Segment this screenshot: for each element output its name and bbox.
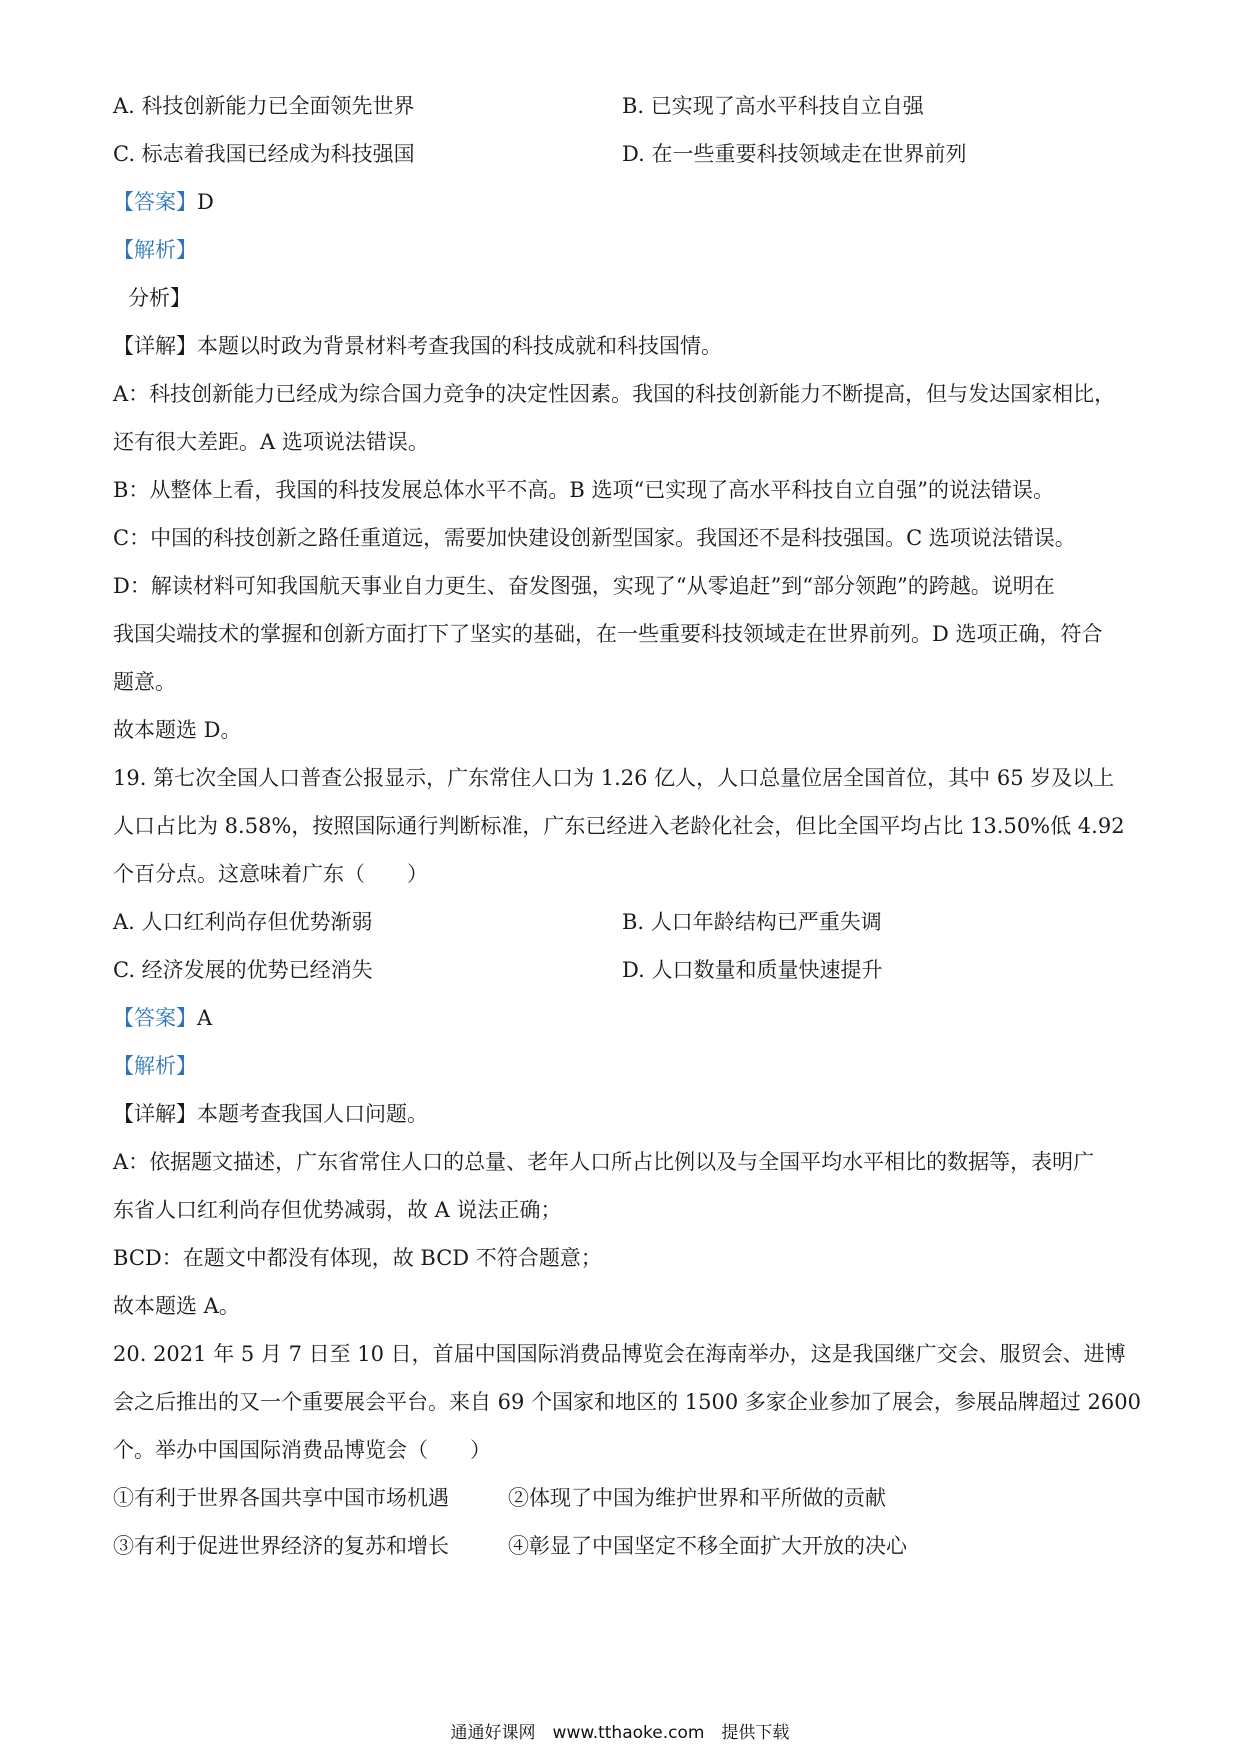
q20-item-1: ①有利于世界各国共享中国市场机遇 (113, 1486, 449, 1510)
q18-option-a: A. 科技创新能力已全面领先世界 (113, 94, 415, 118)
q19-conclusion: 故本题选 A。 (113, 1294, 240, 1318)
q19-option-c: C. 经济发展的优势已经消失 (113, 958, 373, 982)
q18-detail (113, 332, 722, 360)
detail-label: 【详解】 (113, 1102, 197, 1126)
q18-a-line2: 还有很大差距。A 选项说法错误。 (113, 430, 429, 454)
q20-item-4: ④彰显了中国坚定不移全面扩大开放的决心 (508, 1534, 907, 1558)
q18-analysis-sub: 分析】 (128, 286, 191, 310)
q19-option-d: D. 人口数量和质量快速提升 (622, 958, 883, 982)
q20-stem-line1: 20. 2021 年 5 月 7 日至 10 日，首届中国国际消费品博览会在海南举办，这是我国继广交会、服贸会、进博 (113, 1342, 1126, 1366)
q20-item-2: ②体现了中国为维护世界和平所做的贡献 (508, 1486, 886, 1510)
q18-a-line1: A：科技创新能力已经成为综合国力竞争的决定性因素。我国的科技创新能力不断提高，但与发达国家相比， (113, 382, 1116, 406)
q19-a-line2: 东省人口红利尚存但优势减弱，故 A 说法正确； (113, 1198, 562, 1222)
q19-a-line1: A：依据题文描述，广东省常住人口的总量、老年人口所占比例以及与全国平均水平相比的数据等，表明广 (113, 1150, 1095, 1174)
q18-d-line3: 题意。 (113, 670, 176, 694)
detail-label: 【详解】 (113, 334, 197, 358)
q20-stem-line3: 个。举办中国国际消费品博览会（ ） (113, 1438, 491, 1462)
q18-d-line1: D：解读材料可知我国航天事业自力更生、奋发图强，实现了“从零追赶”到“部分领跑”的跨越。说明在 (113, 574, 1055, 598)
q19-answer (113, 1004, 212, 1032)
q18-b-line1: B：从整体上看，我国的科技发展总体水平不高。B 选项“已实现了高水平科技自立自强”的说法错误。 (113, 478, 1055, 502)
answer-label: 【答案】 (113, 1006, 197, 1030)
q19-detail (113, 1100, 428, 1128)
q20-stem-line2: 会之后推出的又一个重要展会平台。来自 69 个国家和地区的 1500 多家企业参加了展会，参展品牌超过 2600 (113, 1390, 1141, 1414)
q19-stem-line3: 个百分点。这意味着广东（ ） (113, 862, 428, 886)
page-footer: 通通好课网 www.tthaoke.com 提供下载 (450, 1723, 790, 1743)
q19-analysis-label: 【解析】 (113, 1054, 197, 1078)
q18-option-d: D. 在一些重要科技领域走在世界前列 (622, 142, 967, 166)
q18-option-b: B. 已实现了高水平科技自立自强 (622, 94, 924, 118)
answer-value: D (197, 190, 214, 214)
q18-analysis-label: 【解析】 (113, 238, 197, 262)
answer-value: A (197, 1006, 213, 1030)
q18-answer (113, 188, 214, 216)
q19-stem-line2: 人口占比为 8.58%，按照国际通行判断标准，广东已经进入老龄化社会，但比全国平均占比 13.50%低 4.92 (113, 814, 1125, 838)
q19-bcd-line: BCD：在题文中都没有体现，故 BCD 不符合题意； (113, 1246, 602, 1270)
q18-d-line2: 我国尖端技术的掌握和创新方面打下了坚实的基础，在一些重要科技领域走在世界前列。D 选项正确，符合 (113, 622, 1103, 646)
q19-stem-line1: 19. 第七次全国人口普查公报显示，广东常住人口为 1.26 亿人，人口总量位居全国首位，其中 65 岁及以上 (113, 766, 1115, 790)
q18-c-line1: C：中国的科技创新之路任重道远，需要加快建设创新型国家。我国还不是科技强国。C 选项说法错误。 (113, 526, 1076, 550)
detail-text: 本题以时政为背景材料考查我国的科技成就和科技国情。 (197, 334, 722, 358)
q19-option-b: B. 人口年龄结构已严重失调 (622, 910, 882, 934)
q18-option-c: C. 标志着我国已经成为科技强国 (113, 142, 415, 166)
q18-conclusion: 故本题选 D。 (113, 718, 242, 742)
q19-option-a: A. 人口红利尚存但优势渐弱 (113, 910, 373, 934)
answer-label: 【答案】 (113, 190, 197, 214)
detail-text: 本题考查我国人口问题。 (197, 1102, 428, 1126)
q20-item-3: ③有利于促进世界经济的复苏和增长 (113, 1534, 449, 1558)
